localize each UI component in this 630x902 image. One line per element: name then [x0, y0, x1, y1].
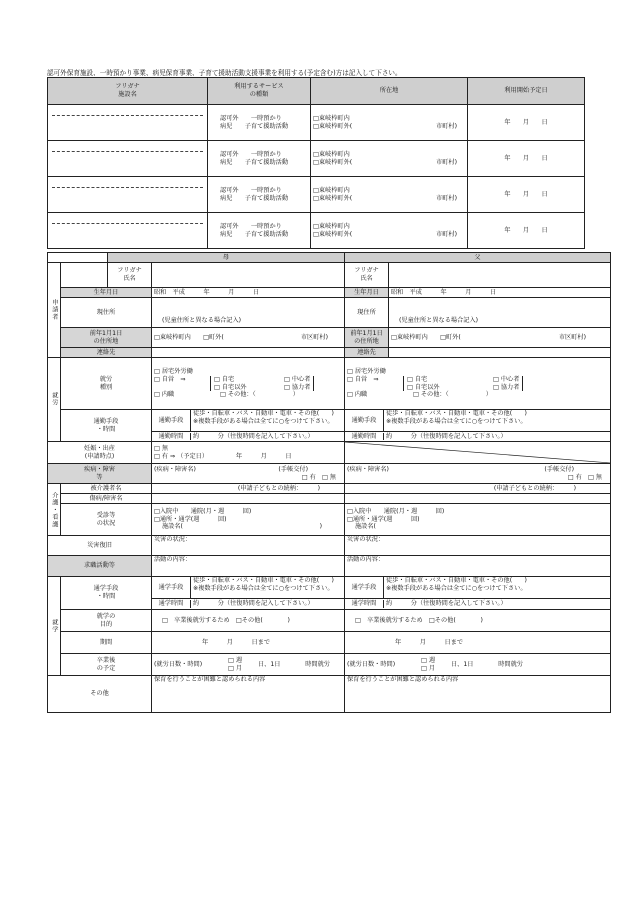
header-start-date: 利用開始予定日 — [468, 78, 585, 105]
applicant-section-label: 申請者 — [48, 263, 61, 358]
service-type[interactable]: 認可外 一時預かり 病児 子育て援助活動 — [208, 105, 311, 141]
pregnancy-label: 妊娠・出産 (申請時点) — [48, 442, 152, 464]
father-school-purpose-field[interactable]: □ 卒業後就労するため □その他( ) — [345, 610, 611, 632]
location-field[interactable]: □東岐枠町内 □東岐枠町外( 市町村) — [311, 105, 468, 141]
father-prev-address-field[interactable]: □東岐枠町内 □町外( 市区町村) — [389, 328, 611, 348]
care-person-label: 被介護者名 — [61, 484, 152, 494]
father-prev-address-label: 前年1月1日 の住所地 — [345, 328, 389, 348]
other-label: その他 — [48, 676, 152, 713]
mother-disaster-field[interactable]: 災害の状況： — [152, 536, 345, 556]
start-date-field[interactable]: 年 月 日 — [468, 105, 585, 141]
father-name-field[interactable] — [389, 263, 611, 288]
disaster-label: 災害復旧 — [48, 536, 152, 556]
father-other-field[interactable]: 保育を行うことが困難と認められる内容 — [345, 676, 611, 713]
mother-work-type-label: 就労 種別 — [61, 358, 152, 410]
father-school-method-field[interactable]: 通学手段 徒歩・自転車・バス・自動車・電車・その他( ) ※複数手段がある場合は全てに○をつけて下さい。 — [345, 577, 611, 599]
mother-period-field[interactable]: 年 月 日まで — [152, 632, 345, 654]
service-type[interactable]: 認可外 一時預かり 病児 子育て援助活動 — [208, 213, 311, 249]
header-service: 利用するサービス の種類 — [208, 78, 311, 105]
table-row — [48, 105, 585, 141]
father-care-disease-field[interactable] — [345, 494, 611, 504]
consult-label: 受診等 の状況 — [61, 504, 152, 536]
mother-consult-field[interactable]: □入院中 通院(月・週 回) □通所・通学(週 回) 施設名( ) — [152, 504, 345, 536]
pregnancy-father-na — [345, 442, 611, 464]
mother-prev-address-label: 前年1月1日 の住所地 — [61, 328, 152, 348]
work-section-label: 就労 — [48, 358, 61, 442]
location-field[interactable]: □東岐枠町内 □東岐枠町外( 市町村) — [311, 141, 468, 177]
mother-birth-field[interactable]: 昭和 平成 年 月 日 — [152, 288, 345, 298]
father-birth-label: 生年月日 — [345, 288, 389, 298]
father-school-time-field[interactable]: 通学時間 約 分（往復時間を記入して下さい。） — [345, 599, 611, 610]
facility-rows — [47, 104, 584, 249]
mother-care-disease-field[interactable] — [152, 494, 345, 504]
mother-school-purpose-field[interactable]: □ 卒業後就労するため □その他( ) — [152, 610, 345, 632]
school-commute-label: 通学手段 ・時間 — [61, 577, 152, 610]
school-section-label: 就学 — [48, 577, 61, 676]
mother-column-header: 母 — [108, 253, 345, 263]
father-column-header: 父 — [345, 253, 611, 263]
mother-school-time-field[interactable]: 通学時間 約 分（往復時間を記入して下さい。） — [152, 599, 345, 610]
period-label: 期間 — [61, 632, 152, 654]
pregnancy-field[interactable]: □ 無 □ 有 ⇒ （予定日） 年 月 日 — [152, 442, 345, 464]
facility-name-field[interactable] — [48, 141, 208, 177]
start-date-field[interactable]: 年 月 日 — [468, 177, 585, 213]
mother-school-method-field[interactable]: 通学手段 徒歩・自転車・バス・自動車・電車・その他( ) ※複数手段がある場合は全てに○をつけて下さい。 — [152, 577, 345, 599]
mother-jobseek-field[interactable]: 活動の内容： — [152, 556, 345, 577]
father-after-field[interactable]: (就労日数・時間) □ 週 □ 月 日、1日 時間就労 — [345, 654, 611, 676]
mother-illness-field[interactable]: (疾病・障害名) (手帳交付) □ 有 □ 無 — [152, 464, 345, 484]
father-jobseek-field[interactable]: 活動の内容： — [345, 556, 611, 577]
father-consult-field[interactable]: □入院中 通院(月・週 回) □通所・通学(週 回) 施設名( — [345, 504, 611, 536]
mother-name-field[interactable] — [152, 263, 345, 288]
mother-care-person-field[interactable]: (申請子どもとの続柄： ) — [152, 484, 345, 494]
father-commute-time-field[interactable]: 通勤時間 約 分（往復時間を記入して下さい。） — [345, 432, 611, 442]
parent-info-table — [47, 252, 611, 713]
service-type[interactable]: 認可外 一時預かり 病児 子育て援助活動 — [208, 141, 311, 177]
location-field[interactable]: □東岐枠町内 □東岐枠町外( 市町村) — [311, 177, 468, 213]
illness-label: 疾病・障害 等 — [48, 464, 152, 484]
intro-text: 認可外保育施設、一時預かり事業、病児保育事業、子育て援助活動支援事業を利用する(予定含む)方は記入して下さい。 — [47, 69, 402, 77]
mother-commute-time-field[interactable]: 通勤時間 約 分（往復時間を記入して下さい。） — [152, 432, 345, 442]
mother-address-label: 現住所 — [61, 298, 152, 328]
mother-contact-field[interactable] — [152, 348, 345, 358]
service-type[interactable]: 認可外 一時預かり 病児 子育て援助活動 — [208, 177, 311, 213]
jobseek-label: 求職活動等 — [48, 556, 152, 577]
start-date-field[interactable]: 年 月 日 — [468, 141, 585, 177]
father-period-field[interactable]: 年 月 日まで — [345, 632, 611, 654]
table-row — [48, 141, 585, 177]
mother-prev-address-field[interactable]: □東岐枠町内 □町外( 市区町村) — [152, 328, 345, 348]
location-field[interactable]: □東岐枠町内 □東岐枠町外( 市町村) — [311, 213, 468, 249]
mother-contact-label: 連絡先 — [61, 348, 152, 358]
header-facility: フリガナ 施設名 — [48, 78, 208, 105]
father-contact-field[interactable] — [389, 348, 611, 358]
mother-commute-label: 通勤手段 ・時間 — [61, 410, 152, 442]
school-purpose-label: 就学の 目的 — [61, 610, 152, 632]
facility-name-field[interactable] — [48, 213, 208, 249]
mother-address-field[interactable]: (児童住所と異なる場合記入) — [152, 298, 345, 328]
father-name-label: フリガナ 氏名 — [345, 263, 389, 288]
father-work-type-field[interactable]: □ 居宅外労働 □ 自営 ⇒ □ 自宅 □ 中心者 □ 自宅以外 □ 協力者 □ 内職 □ その他：（ ） — [345, 358, 611, 410]
mother-work-type-field[interactable]: □ 居宅外労働 □ 自営 ⇒ □ 自宅 □ 中心者 □ 自宅以外 □ 協力者 □ 内職 □ その他：（ ） — [152, 358, 345, 410]
facility-table — [47, 77, 585, 105]
table-row — [48, 213, 585, 249]
after-graduation-label: 卒業後 の予定 — [61, 654, 152, 676]
header-location: 所在地 — [311, 78, 468, 105]
table-row — [48, 177, 585, 213]
diagonal-line-icon — [345, 442, 611, 463]
mother-commute-method-field[interactable]: 通勤手段 徒歩・自転車・バス・自動車・電車・その他( ) ※複数手段がある場合は全てに○をつけて下さい。 — [152, 410, 345, 432]
facility-name-field[interactable] — [48, 177, 208, 213]
father-disaster-field[interactable]: 災害の状況： — [345, 536, 611, 556]
father-address-label: 現住所 — [345, 298, 389, 328]
start-date-field[interactable]: 年 月 日 — [468, 213, 585, 249]
mother-name-label: フリガナ 氏名 — [108, 263, 152, 288]
father-birth-field[interactable]: 昭和 平成 年 月 日 — [389, 288, 611, 298]
care-disease-label: 傷病/障害名 — [61, 494, 152, 504]
father-care-person-field[interactable]: (申請子どもとの続柄： ) — [345, 484, 611, 494]
father-illness-field[interactable]: (疾病・障害名) (手帳交付) □ 有 □ 無 — [345, 464, 611, 484]
mother-other-field[interactable]: 保育を行うことが困難と認められる内容 — [152, 676, 345, 713]
father-contact-label: 連絡先 — [345, 348, 389, 358]
father-address-field[interactable]: (児童住所と異なる場合記入) — [389, 298, 611, 328]
facility-name-field[interactable] — [48, 105, 208, 141]
care-section-label: 介護・看護 — [48, 484, 61, 536]
father-commute-method-field[interactable]: 通勤手段 徒歩・自転車・バス・自動車・電車・その他( ) ※複数手段がある場合は全てに○をつけて下さい。 — [345, 410, 611, 432]
mother-birth-label: 生年月日 — [61, 288, 152, 298]
mother-after-field[interactable]: (就労日数・時間) □ 週 □ 月 日、1日 時間就労 — [152, 654, 345, 676]
